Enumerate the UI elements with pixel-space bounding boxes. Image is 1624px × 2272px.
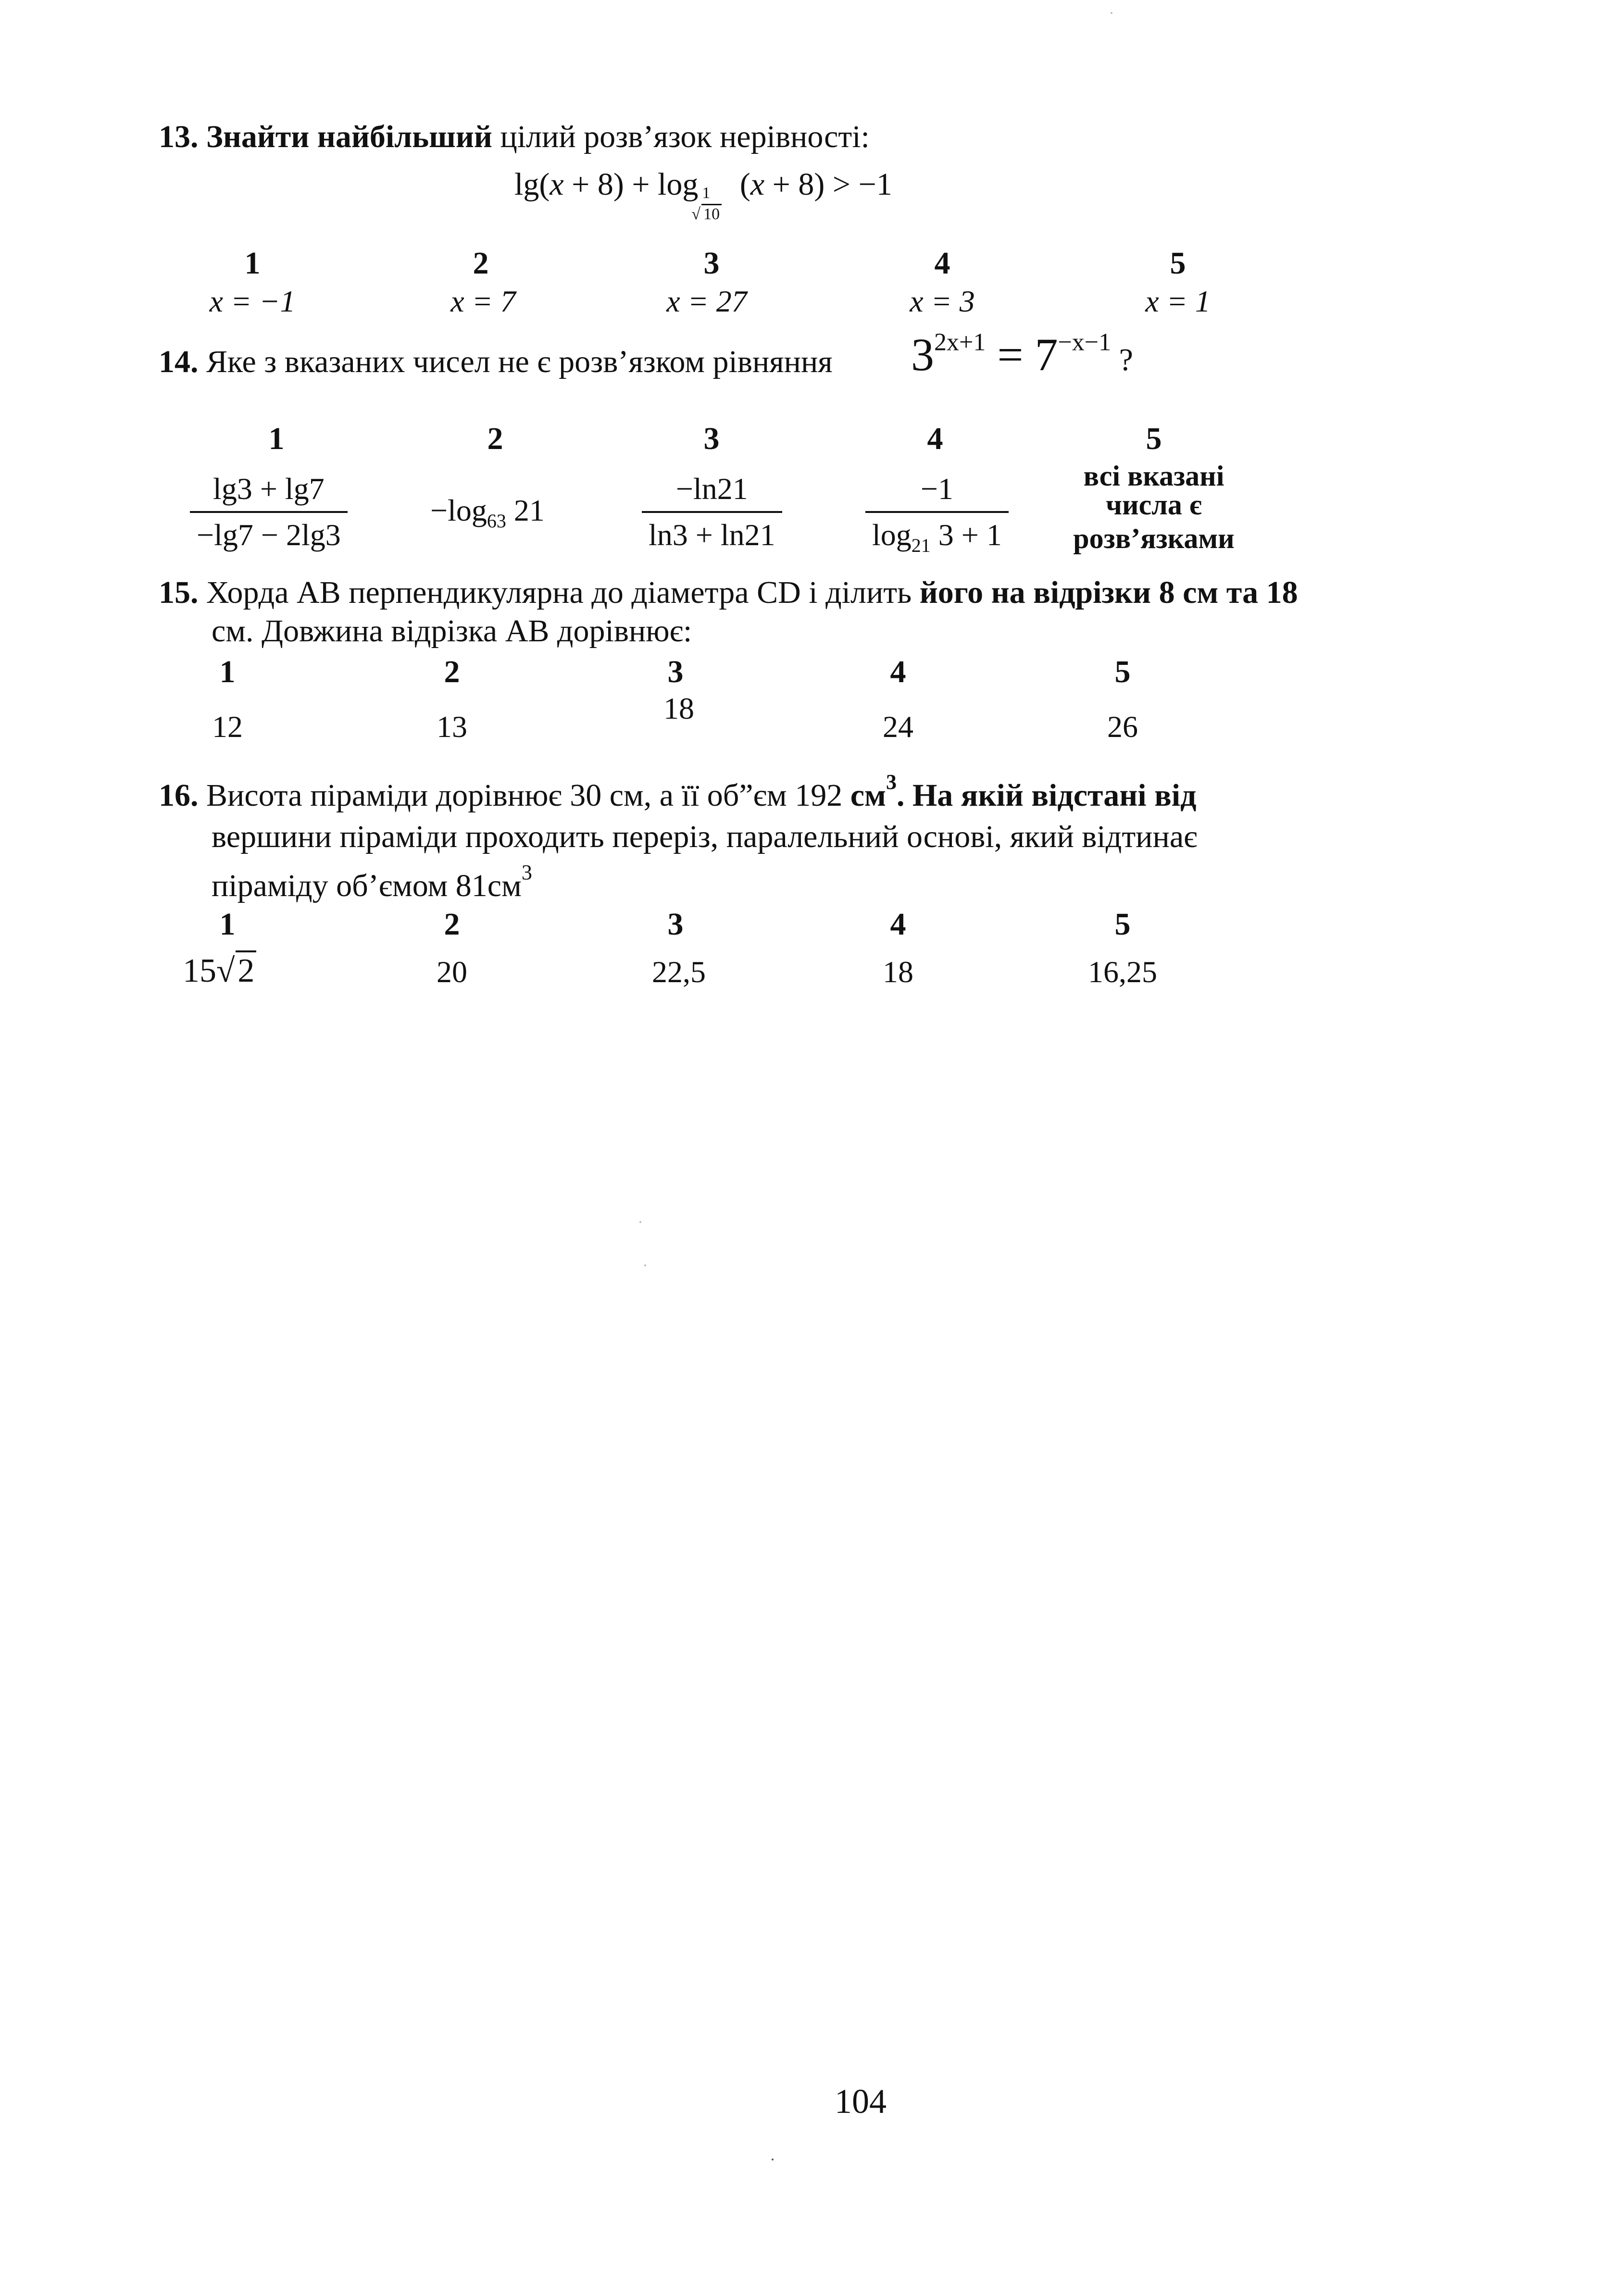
option-number: 2: [444, 654, 460, 689]
problem-15-line2: см. Довжина відрізка АВ дорівнює:: [212, 613, 692, 649]
option-text-line: розв’язками: [1073, 523, 1235, 554]
problem-text-bold: його на відрізки 8 см та 18: [919, 575, 1298, 610]
problem-14-equation: [911, 328, 1133, 380]
problem-13-text: цілий розв’язок нерівності:: [500, 119, 870, 154]
option-number: 5: [1170, 246, 1186, 281]
fraction-numerator: −ln21: [675, 472, 748, 506]
option-value: 22,5: [652, 955, 706, 989]
option-value: [430, 493, 545, 532]
page-number: 104: [835, 2082, 887, 2121]
problem-13-bold-text: Знайти найбільший: [206, 119, 492, 154]
option-text-line: числа є: [1106, 489, 1202, 521]
problem-16-line3: [212, 860, 532, 903]
option-number: 1: [219, 654, 236, 689]
log-subscript: 63: [487, 510, 506, 532]
option-number: 1: [268, 421, 285, 456]
scan-speck: [644, 1264, 646, 1266]
option-number: 3: [703, 246, 720, 281]
sqrt-icon: √: [691, 205, 701, 223]
option-value: x = 3: [910, 284, 975, 318]
fraction: [190, 474, 348, 550]
option-number: 3: [667, 907, 684, 942]
option-text-block: [1058, 462, 1250, 553]
equation-part: 3: [911, 329, 934, 380]
problem-16-line2: [212, 821, 1197, 853]
option-value: 12: [212, 710, 243, 744]
fraction-denominator: −lg7 − 2lg3: [190, 511, 348, 550]
problem-text: Висота піраміди дорівнює 30 см, а її об”єм 192: [206, 778, 850, 813]
formula-var: x: [550, 167, 564, 202]
option-value: 24: [883, 710, 913, 744]
option-number: 5: [1114, 907, 1131, 942]
problem-14-statement: [159, 346, 833, 378]
fraction: [642, 474, 782, 550]
option-value: x = 1: [1145, 284, 1211, 318]
fraction-denominator: ln3 + ln21: [642, 511, 782, 550]
log-text: log: [872, 518, 912, 552]
option-value: 18: [883, 955, 913, 989]
fraction-denominator: [865, 511, 1009, 556]
equation-exponent: 2x+1: [934, 328, 986, 356]
option-value: x = −1: [209, 284, 296, 318]
formula-part: + 8) + log: [563, 167, 699, 202]
option-text-line: всі вказані: [1083, 460, 1224, 492]
scan-speck: [772, 2159, 774, 2160]
problem-text: піраміду об’ємом 81см: [212, 868, 522, 903]
equation-part: ?: [1111, 342, 1133, 377]
option-number: 3: [667, 654, 684, 689]
option-value: 13: [437, 710, 467, 744]
log-base: [691, 166, 732, 223]
log-base-denominator: √ 10: [691, 206, 722, 223]
option-value: 20: [437, 955, 467, 989]
problem-15-number: 15.: [159, 575, 199, 610]
formula-part: (: [732, 167, 750, 202]
option-value: 18: [663, 691, 694, 725]
option-number: 2: [444, 907, 460, 942]
option-number: 5: [1114, 654, 1131, 689]
option-value: [183, 954, 256, 988]
problem-16-number: 16.: [159, 778, 199, 813]
log-subscript: 21: [911, 535, 931, 556]
option-number: 4: [934, 246, 950, 281]
formula-part: + 8) > −1: [764, 167, 892, 202]
problem-text: Хорда АВ перпендикулярна до діаметра CD і ділить: [206, 575, 920, 610]
option-number: 4: [890, 654, 906, 689]
radical-coefficient: 15: [183, 952, 216, 989]
superscript: 3: [521, 860, 532, 884]
log-argument: 21: [513, 493, 545, 527]
formula-part: lg(: [514, 167, 550, 202]
option-value: 16,25: [1088, 955, 1157, 989]
sqrt-icon: √: [216, 952, 235, 989]
problem-text: вершини піраміди проходить переріз, паралельний основі, який відтинає: [212, 819, 1198, 854]
option-value: x = 27: [666, 284, 747, 318]
scan-speck: [1111, 12, 1112, 14]
scan-speck: [639, 1221, 641, 1223]
problem-16-statement: [159, 770, 1197, 813]
log-text: −log: [430, 493, 487, 527]
fraction-numerator: −1: [920, 472, 953, 506]
problem-13-statement: [159, 121, 870, 153]
equation-exponent: −x−1: [1058, 328, 1112, 356]
problem-15-statement: [159, 577, 1298, 609]
option-value: x = 7: [450, 284, 516, 318]
option-number: 4: [890, 907, 906, 942]
problem-14-text: Яке з вказаних чисел не є розв’язком рівняння: [206, 344, 833, 379]
equation-part: = 7: [986, 329, 1058, 380]
option-number: 2: [487, 421, 503, 456]
problem-text-bold: см: [850, 778, 886, 813]
option-value: 26: [1107, 710, 1138, 744]
log-argument: 3 + 1: [938, 518, 1002, 552]
problem-14-number: 14.: [159, 344, 199, 379]
fraction-numerator: lg3 + lg7: [213, 472, 325, 506]
problem-text-bold: . На якій відстані від: [896, 778, 1197, 813]
problem-13-number: 13.: [159, 119, 199, 154]
formula-var: x: [750, 167, 765, 202]
log-base-numerator: 1: [702, 184, 711, 202]
option-number: 4: [927, 421, 943, 456]
option-number: 1: [244, 246, 261, 281]
option-number: 2: [473, 246, 489, 281]
fraction: [865, 472, 1009, 556]
option-number: 5: [1146, 421, 1162, 456]
radicand: 2: [236, 950, 256, 989]
option-number: 3: [703, 421, 720, 456]
problem-13-formula: [514, 166, 892, 223]
option-number: 1: [219, 907, 236, 942]
superscript: 3: [886, 770, 897, 794]
